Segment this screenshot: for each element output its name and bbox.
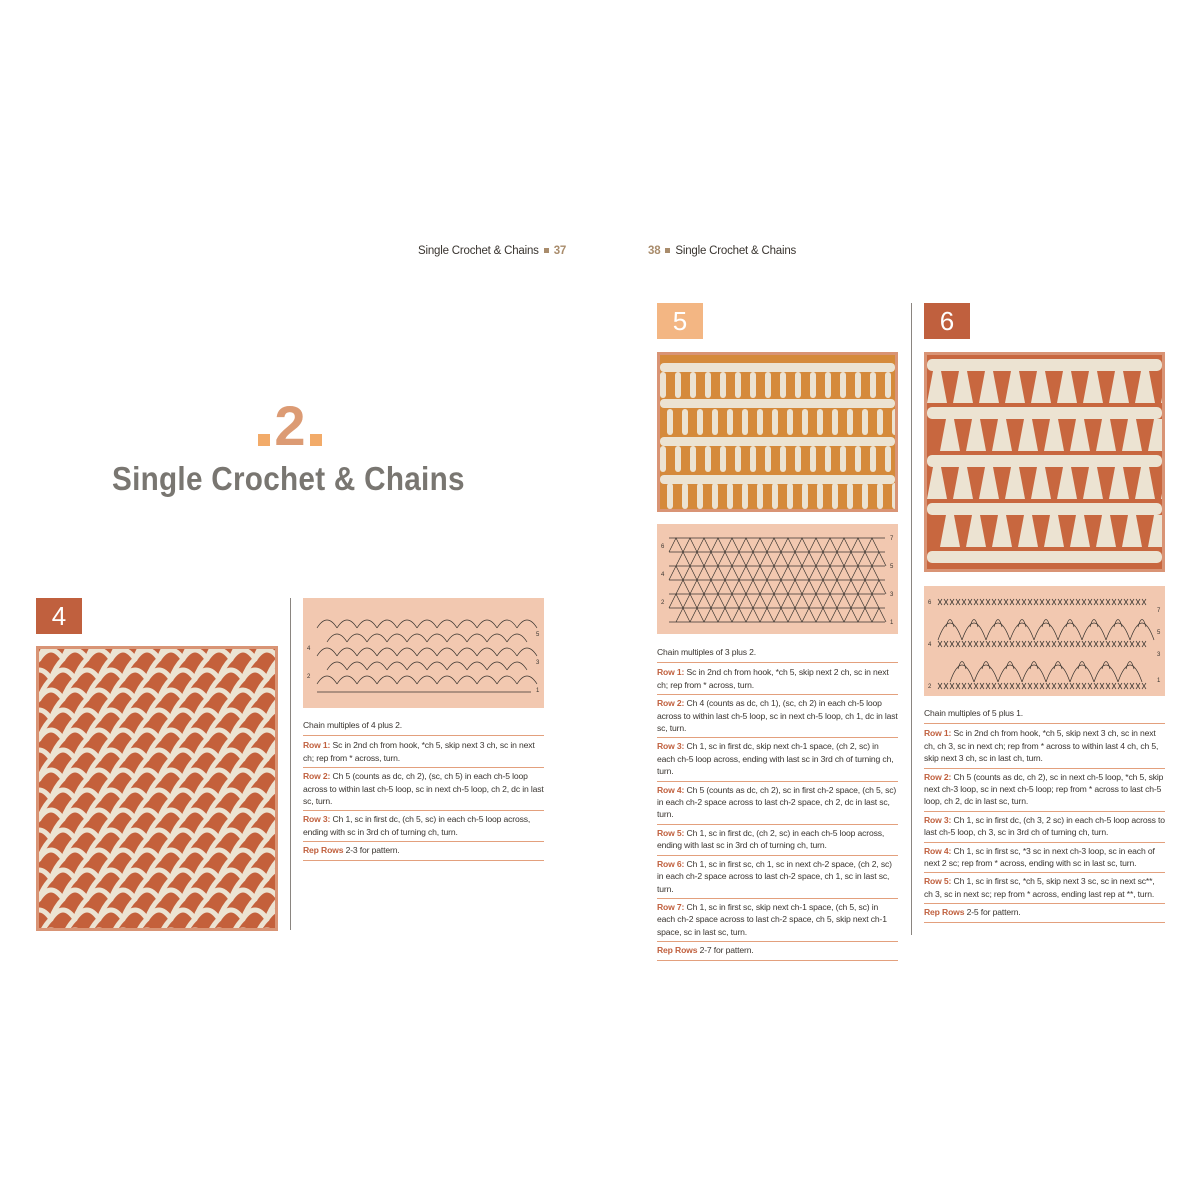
instruction-row: Row 1: Sc in 2nd ch from hook, *ch 5, skip next 3 ch, sc in next ch; rep from * across, turn. — [303, 738, 544, 768]
swatch-photo-4 — [36, 646, 278, 931]
svg-text:5: 5 — [536, 632, 540, 638]
svg-text:2: 2 — [928, 684, 932, 690]
instruction-row: Row 6: Ch 1, sc in first sc, ch 1, sc in next ch-2 space, (ch 2, sc) in each ch-2 space across to last ch-2 space, ch 1, sc in last sc, turn. — [657, 857, 898, 899]
column-divider — [911, 303, 912, 935]
square-bullet-icon — [544, 248, 549, 253]
svg-text:7: 7 — [890, 536, 894, 542]
swatch-image — [39, 649, 275, 928]
pattern-instructions-5 — [657, 646, 898, 962]
page-number: 38 — [648, 245, 661, 257]
instruction-row: Rep Rows 2-3 for pattern. — [303, 843, 544, 860]
instruction-row: Row 3: Ch 1, sc in first dc, (ch 5, sc) in each ch-5 loop across, ending with sc in 3rd ch of turning ch, turn. — [303, 812, 544, 842]
running-header-right — [648, 245, 796, 257]
instruction-row: Row 3: Ch 1, sc in first dc, skip next ch-1 space, (ch 2, sc) in each ch-5 loop across, ending with last sc in 3rd ch of turning ch, turn. — [657, 739, 898, 781]
page-number: 37 — [553, 245, 567, 257]
instruction-row: Row 2: Ch 5 (counts as dc, ch 2), sc in next ch-5 loop, *ch 5, skip next ch-3 loop, sc in next ch-5 loop; rep from * across to last ch-5 loop, ch 2, dc in last sc, turn. — [924, 770, 1165, 812]
swatch-image — [660, 355, 895, 509]
square-bullet-icon — [310, 434, 322, 446]
svg-text:4: 4 — [661, 572, 665, 578]
running-header-left — [418, 245, 566, 257]
svg-text:1: 1 — [1157, 678, 1161, 684]
svg-text:3: 3 — [1157, 652, 1161, 658]
swatch-photo-6 — [924, 352, 1165, 572]
chapter-number-text: 2 — [274, 394, 306, 457]
svg-text:2: 2 — [307, 674, 311, 680]
svg-text:1: 1 — [890, 620, 894, 626]
svg-text:2: 2 — [661, 600, 665, 606]
pattern-number-badge: 4 — [36, 598, 82, 634]
instruction-row: Row 5: Ch 1, sc in first dc, (ch 2, sc) in each ch-5 loop across, ending with last sc in 3rd ch of turning ch, turn. — [657, 826, 898, 856]
svg-text:6: 6 — [661, 544, 665, 550]
stitch-chart-diagram — [924, 586, 1165, 696]
pattern-instructions-4 — [303, 719, 544, 862]
pattern-number-badge: 6 — [924, 303, 970, 339]
square-bullet-icon — [665, 248, 670, 253]
instruction-row: Row 4: Ch 5 (counts as dc, ch 2), sc in first ch-2 space, (ch 5, sc) in each ch-2 space across to last ch-2 space, ch 2, dc in last sc, turn. — [657, 783, 898, 825]
instruction-row: Rep Rows 2-5 for pattern. — [924, 905, 1165, 922]
stitch-chart-diagram — [303, 598, 544, 708]
svg-text:4: 4 — [928, 642, 932, 648]
instruction-row: Rep Rows 2-7 for pattern. — [657, 943, 898, 960]
square-bullet-icon — [258, 434, 270, 446]
svg-text:3: 3 — [536, 660, 540, 666]
svg-text:1: 1 — [536, 688, 540, 694]
stitch-chart-diagram — [657, 524, 898, 634]
swatch-image — [927, 355, 1162, 569]
svg-text:5: 5 — [890, 564, 894, 570]
running-header-title: Single Crochet & Chains — [675, 245, 797, 257]
running-header-title: Single Crochet & Chains — [418, 245, 539, 257]
column-divider — [290, 598, 291, 930]
instruction-row: Row 2: Ch 4 (counts as dc, ch 1), (sc, ch 2) in each ch-5 loop across to within last ch-5 loop, sc in next ch-5 loop, ch 1, dc in last sc, turn. — [657, 696, 898, 738]
pattern-number-badge: 5 — [657, 303, 703, 339]
svg-text:7: 7 — [1157, 608, 1161, 614]
instruction-row: Row 7: Ch 1, sc in first sc, skip next ch-1 space, (ch 5, sc) in each ch-2 space across to last ch-2 space, ch 5, skip next ch-1 space, sc in last sc, turn. — [657, 900, 898, 942]
instruction-row: Row 4: Ch 1, sc in first sc, *3 sc in next ch-3 loop, sc in each of next 2 sc; rep from * across, ending with sc in last sc, turn. — [924, 844, 1165, 874]
swatch-photo-5 — [657, 352, 898, 512]
svg-text:3: 3 — [890, 592, 894, 598]
pattern-instructions-6 — [924, 707, 1165, 924]
instruction-row: Row 3: Ch 1, sc in first dc, (ch 3, 2 sc) in each ch-5 loop across to last ch-5 loop, ch 3, sc in 3rd ch of turning ch, turn. — [924, 813, 1165, 843]
svg-text:6: 6 — [928, 600, 932, 606]
stitch-chart-5 — [657, 524, 898, 634]
svg-text:4: 4 — [307, 646, 311, 652]
chapter-number — [240, 394, 340, 457]
stitch-chart-4 — [303, 598, 544, 708]
instruction-row: Row 2: Ch 5 (counts as dc, ch 2), (sc, ch 5) in each ch-5 loop across to within last ch-5 loop, sc in next ch-5 loop, ch 2, dc in last sc, turn. — [303, 769, 544, 811]
instruction-row: Row 5: Ch 1, sc in first sc, *ch 5, skip next 3 sc, sc in next sc**, ch 3, sc in next sc; rep from * across, ending last rep at **, turn. — [924, 874, 1165, 904]
stitch-chart-6 — [924, 586, 1165, 696]
instruction-row: Row 1: Sc in 2nd ch from hook, *ch 5, skip next 3 ch, sc in next ch, ch 3, sc in next ch; rep from * across to within last 4 ch, ch 5, skip next 3 ch, sc in last ch, turn. — [924, 726, 1165, 768]
chain-multiples: Chain multiples of 4 plus 2. — [303, 719, 544, 736]
svg-text:5: 5 — [1157, 630, 1161, 636]
chain-multiples: Chain multiples of 3 plus 2. — [657, 646, 898, 663]
instruction-row: Row 1: Sc in 2nd ch from hook, *ch 5, skip next 2 ch, sc in next ch; rep from * across, turn. — [657, 665, 898, 695]
chain-multiples: Chain multiples of 5 plus 1. — [924, 707, 1165, 724]
chapter-title: Single Crochet & Chains — [112, 460, 465, 497]
